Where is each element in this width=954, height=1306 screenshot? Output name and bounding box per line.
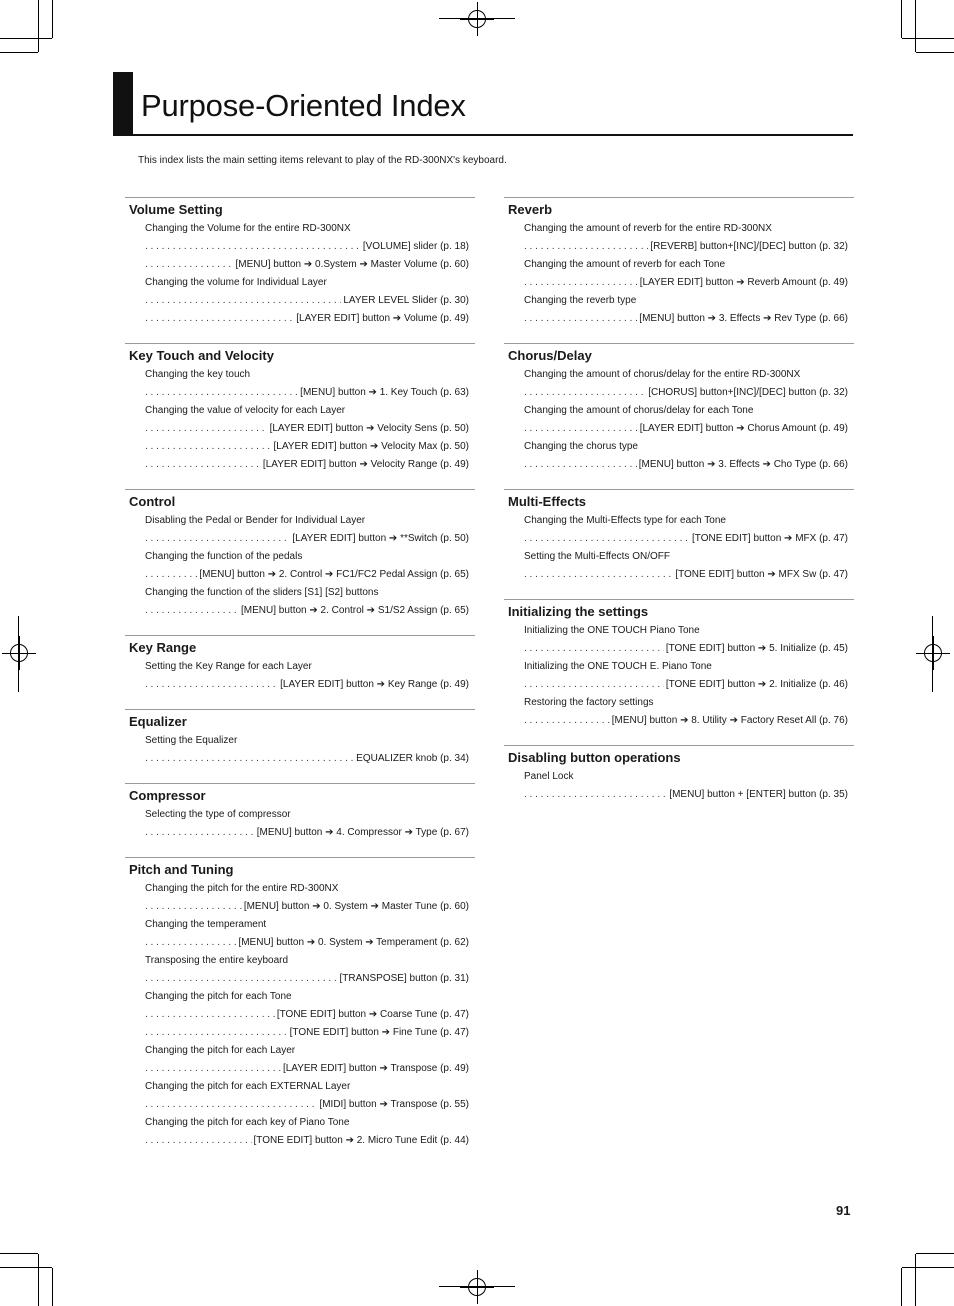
entry-reference: [TONE EDIT] button ➔ MFX Sw (p. 47)	[675, 569, 848, 580]
dot-leader	[145, 936, 236, 949]
index-entry	[145, 1134, 469, 1147]
entry-description: Changing the reverb type	[524, 295, 637, 306]
index-entry	[145, 294, 469, 307]
entry-reference: [LAYER EDIT] button ➔ Key Range (p. 49)	[280, 679, 469, 690]
entry-reference: LAYER LEVEL Slider (p. 30)	[343, 295, 469, 306]
dot-leader	[145, 312, 294, 325]
entry-description: Changing the Volume for the entire RD-300NX	[145, 223, 351, 234]
crop-mark	[38, 0, 39, 52]
entry-description: Setting the Multi-Effects ON/OFF	[524, 551, 670, 562]
registration-mark-icon	[2, 636, 36, 670]
index-entry	[524, 422, 848, 435]
dot-leader	[145, 240, 361, 253]
index-entry	[145, 900, 469, 913]
crop-mark	[902, 1267, 954, 1268]
crop-mark	[901, 0, 902, 38]
entry-reference: [MENU] button ➔ 0. System ➔ Temperament (p. 62)	[238, 937, 469, 948]
dot-leader	[145, 972, 338, 985]
section-heading: Reverb	[508, 202, 553, 217]
index-entry	[145, 568, 469, 581]
entry-reference: [MIDI] button ➔ Transpose (p. 55)	[319, 1099, 469, 1110]
dot-leader	[524, 276, 638, 289]
entry-reference: EQUALIZER knob (p. 34)	[356, 753, 469, 764]
entry-reference: [LAYER EDIT] button ➔ Velocity Sens (p. 50)	[269, 423, 469, 434]
entry-description: Changing the amount of chorus/delay for each Tone	[524, 405, 754, 416]
dot-leader	[524, 458, 637, 471]
dot-leader	[145, 422, 268, 435]
dot-leader	[524, 714, 610, 727]
dot-leader	[145, 294, 341, 307]
entry-reference: [MENU] button ➔ 0. System ➔ Master Tune (p. 60)	[243, 901, 469, 912]
index-entry	[524, 642, 848, 655]
crop-mark	[0, 38, 52, 39]
title-underline	[113, 134, 853, 136]
registration-mark-icon	[460, 1270, 494, 1304]
index-entry	[524, 458, 848, 471]
index-entry	[145, 1008, 469, 1021]
entry-description: Setting the Equalizer	[145, 735, 238, 746]
entry-reference: [LAYER EDIT] button ➔ Volume (p. 49)	[296, 313, 469, 324]
index-section	[125, 783, 475, 857]
crop-mark	[38, 1254, 39, 1306]
entry-reference: [MENU] button ➔ 8. Utility ➔ Factory Reset All (p. 76)	[611, 715, 848, 726]
entry-reference: [MENU] button ➔ 4. Compressor ➔ Type (p. 67)	[256, 827, 469, 838]
dot-leader	[145, 532, 290, 545]
entry-reference: [MENU] button ➔ 2. Control ➔ FC1/FC2 Pedal Assign (p. 65)	[199, 569, 469, 580]
dot-leader	[524, 240, 648, 253]
entry-reference: [TONE EDIT] button ➔ Fine Tune (p. 47)	[289, 1027, 469, 1038]
entry-reference: [LAYER EDIT] button ➔ Chorus Amount (p. 49)	[639, 423, 848, 434]
entry-description: Changing the volume for Individual Layer	[145, 277, 327, 288]
entry-reference: [MENU] button ➔ 2. Control ➔ S1/S2 Assign (p. 65)	[241, 605, 469, 616]
dot-leader	[524, 312, 637, 325]
index-section	[504, 197, 854, 343]
dot-leader	[524, 678, 664, 691]
page-number: 91	[836, 1203, 851, 1218]
entry-description: Initializing the ONE TOUCH E. Piano Tone	[524, 661, 712, 672]
index-section	[125, 709, 475, 783]
entry-description: Selecting the type of compressor	[145, 809, 291, 820]
index-entry	[524, 568, 848, 581]
entry-description: Changing the pitch for the entire RD-300NX	[145, 883, 339, 894]
index-entry	[524, 386, 848, 399]
section-heading: Compressor	[129, 788, 206, 803]
entry-reference: [TONE EDIT] button ➔ MFX (p. 47)	[691, 533, 848, 544]
dot-leader	[145, 1062, 281, 1075]
crop-mark	[901, 1268, 902, 1306]
entry-reference: [LAYER EDIT] button ➔ Velocity Max (p. 50)	[273, 441, 469, 452]
section-heading: Chorus/Delay	[508, 348, 592, 363]
entry-reference: [MENU] button + [ENTER] button (p. 35)	[669, 789, 848, 800]
crop-mark	[915, 0, 916, 52]
index-section	[504, 599, 854, 745]
index-entry	[145, 936, 469, 949]
crop-mark	[916, 52, 954, 53]
section-heading: Disabling button operations	[508, 750, 681, 765]
entry-reference: [MENU] button ➔ 3. Effects ➔ Cho Type (p. 66)	[638, 459, 848, 470]
dot-leader	[145, 386, 298, 399]
entry-description: Changing the pitch for each EXTERNAL Layer	[145, 1081, 351, 1092]
entry-description: Transposing the entire keyboard	[145, 955, 289, 966]
index-entry	[145, 458, 469, 471]
section-heading: Volume Setting	[129, 202, 223, 217]
index-section	[504, 489, 854, 599]
entry-reference: [VOLUME] slider (p. 18)	[362, 241, 469, 252]
dot-leader	[145, 604, 239, 617]
section-heading: Key Touch and Velocity	[129, 348, 274, 363]
dot-leader	[524, 642, 664, 655]
dot-leader	[145, 440, 272, 453]
entry-description: Changing the amount of chorus/delay for the entire RD-300NX	[524, 369, 801, 380]
index-entry	[145, 826, 469, 839]
crop-mark	[932, 616, 933, 692]
entry-reference: [MENU] button ➔ 0.System ➔ Master Volume (p. 60)	[235, 259, 469, 270]
section-heading: Pitch and Tuning	[129, 862, 234, 877]
dot-leader	[145, 752, 354, 765]
entry-description: Changing the amount of reverb for each Tone	[524, 259, 726, 270]
crop-mark	[0, 52, 38, 53]
entry-description: Changing the pitch for each Layer	[145, 1045, 296, 1056]
index-section	[504, 343, 854, 489]
index-entry	[145, 532, 469, 545]
index-entry	[145, 422, 469, 435]
index-entry	[145, 1098, 469, 1111]
dot-leader	[145, 900, 242, 913]
index-entry	[145, 752, 469, 765]
crop-mark	[915, 1254, 916, 1306]
index-entry	[524, 714, 848, 727]
index-section	[504, 745, 854, 819]
dot-leader	[145, 1098, 317, 1111]
entry-reference: [TRANSPOSE] button (p. 31)	[339, 973, 469, 984]
index-entry	[145, 386, 469, 399]
entry-reference: [TONE EDIT] button ➔ 2. Initialize (p. 46)	[665, 679, 848, 690]
entry-description: Panel Lock	[524, 771, 574, 782]
entry-reference: [LAYER EDIT] button ➔ Reverb Amount (p. 49)	[639, 277, 848, 288]
crop-mark	[439, 18, 515, 19]
entry-description: Changing the Multi-Effects type for each Tone	[524, 515, 726, 526]
entry-reference: [MENU] button ➔ 3. Effects ➔ Rev Type (p. 66)	[639, 313, 848, 324]
index-entry	[524, 678, 848, 691]
dot-leader	[145, 1008, 275, 1021]
section-heading: Equalizer	[129, 714, 187, 729]
entry-reference: [LAYER EDIT] button ➔ **Switch (p. 50)	[292, 533, 469, 544]
index-section	[125, 197, 475, 343]
index-entry	[145, 1062, 469, 1075]
index-section	[125, 343, 475, 489]
crop-mark	[52, 1268, 53, 1306]
entry-reference: [REVERB] button+[INC]/[DEC] button (p. 32)	[650, 241, 848, 252]
dot-leader	[145, 568, 197, 581]
entry-reference: [LAYER EDIT] button ➔ Transpose (p. 49)	[282, 1063, 469, 1074]
entry-description: Restoring the factory settings	[524, 697, 654, 708]
index-section	[125, 857, 475, 1165]
dot-leader	[145, 678, 278, 691]
index-entry	[145, 972, 469, 985]
left-column	[125, 197, 475, 1165]
entry-description: Setting the Key Range for each Layer	[145, 661, 312, 672]
dot-leader	[524, 568, 673, 581]
dot-leader	[524, 788, 667, 801]
entry-description: Changing the pitch for each Tone	[145, 991, 292, 1002]
dot-leader	[145, 1134, 252, 1147]
index-entry	[524, 312, 848, 325]
index-entry	[524, 276, 848, 289]
entry-description: Initializing the ONE TOUCH Piano Tone	[524, 625, 700, 636]
crop-mark	[0, 1267, 52, 1268]
index-entry	[145, 440, 469, 453]
entry-description: Changing the amount of reverb for the entire RD-300NX	[524, 223, 772, 234]
index-entry	[145, 240, 469, 253]
index-entry	[145, 678, 469, 691]
index-entry	[145, 258, 469, 271]
index-entry	[524, 532, 848, 545]
index-section	[125, 489, 475, 635]
index-entry	[145, 604, 469, 617]
index-entry	[524, 240, 848, 253]
dot-leader	[145, 826, 255, 839]
section-heading: Control	[129, 494, 176, 509]
entry-reference: [LAYER EDIT] button ➔ Velocity Range (p. 49)	[262, 459, 469, 470]
entry-description: Changing the chorus type	[524, 441, 638, 452]
entry-description: Changing the temperament	[145, 919, 267, 930]
intro-text: This index lists the main setting items relevant to play of the RD-300NX's keyboard.	[138, 155, 507, 166]
dot-leader	[145, 258, 233, 271]
section-heading: Key Range	[129, 640, 197, 655]
registration-mark-icon	[460, 2, 494, 36]
index-section	[125, 635, 475, 709]
page-title: Purpose-Oriented Index	[141, 88, 466, 123]
index-entry	[524, 788, 848, 801]
index-entry	[145, 312, 469, 325]
entry-description: Disabling the Pedal or Bender for Individual Layer	[145, 515, 366, 526]
index-entry	[145, 1026, 469, 1039]
entry-description: Changing the key touch	[145, 369, 251, 380]
crop-mark	[439, 1286, 515, 1287]
entry-description: Changing the function of the sliders [S1] [S2] buttons	[145, 587, 379, 598]
crop-mark	[18, 616, 19, 692]
entry-description: Changing the value of velocity for each Layer	[145, 405, 346, 416]
entry-description: Changing the function of the pedals	[145, 551, 303, 562]
dot-leader	[145, 1026, 288, 1039]
entry-reference: [MENU] button ➔ 1. Key Touch (p. 63)	[300, 387, 469, 398]
crop-mark	[52, 0, 53, 38]
dot-leader	[524, 386, 646, 399]
crop-mark	[902, 38, 954, 39]
dot-leader	[524, 422, 638, 435]
title-bar-accent	[113, 72, 133, 135]
registration-mark-icon	[916, 636, 950, 670]
section-heading: Initializing the settings	[508, 604, 649, 619]
crop-mark	[0, 1253, 38, 1254]
crop-mark	[916, 1253, 954, 1254]
entry-reference: [TONE EDIT] button ➔ Coarse Tune (p. 47)	[276, 1009, 469, 1020]
entry-description: Changing the pitch for each key of Piano Tone	[145, 1117, 350, 1128]
entry-reference: [TONE EDIT] button ➔ 2. Micro Tune Edit (p. 44)	[253, 1135, 469, 1146]
dot-leader	[524, 532, 690, 545]
right-column	[504, 197, 854, 819]
entry-reference: [TONE EDIT] button ➔ 5. Initialize (p. 45)	[665, 643, 848, 654]
section-heading: Multi-Effects	[508, 494, 586, 509]
entry-reference: [CHORUS] button+[INC]/[DEC] button (p. 32)	[648, 387, 848, 398]
dot-leader	[145, 458, 261, 471]
